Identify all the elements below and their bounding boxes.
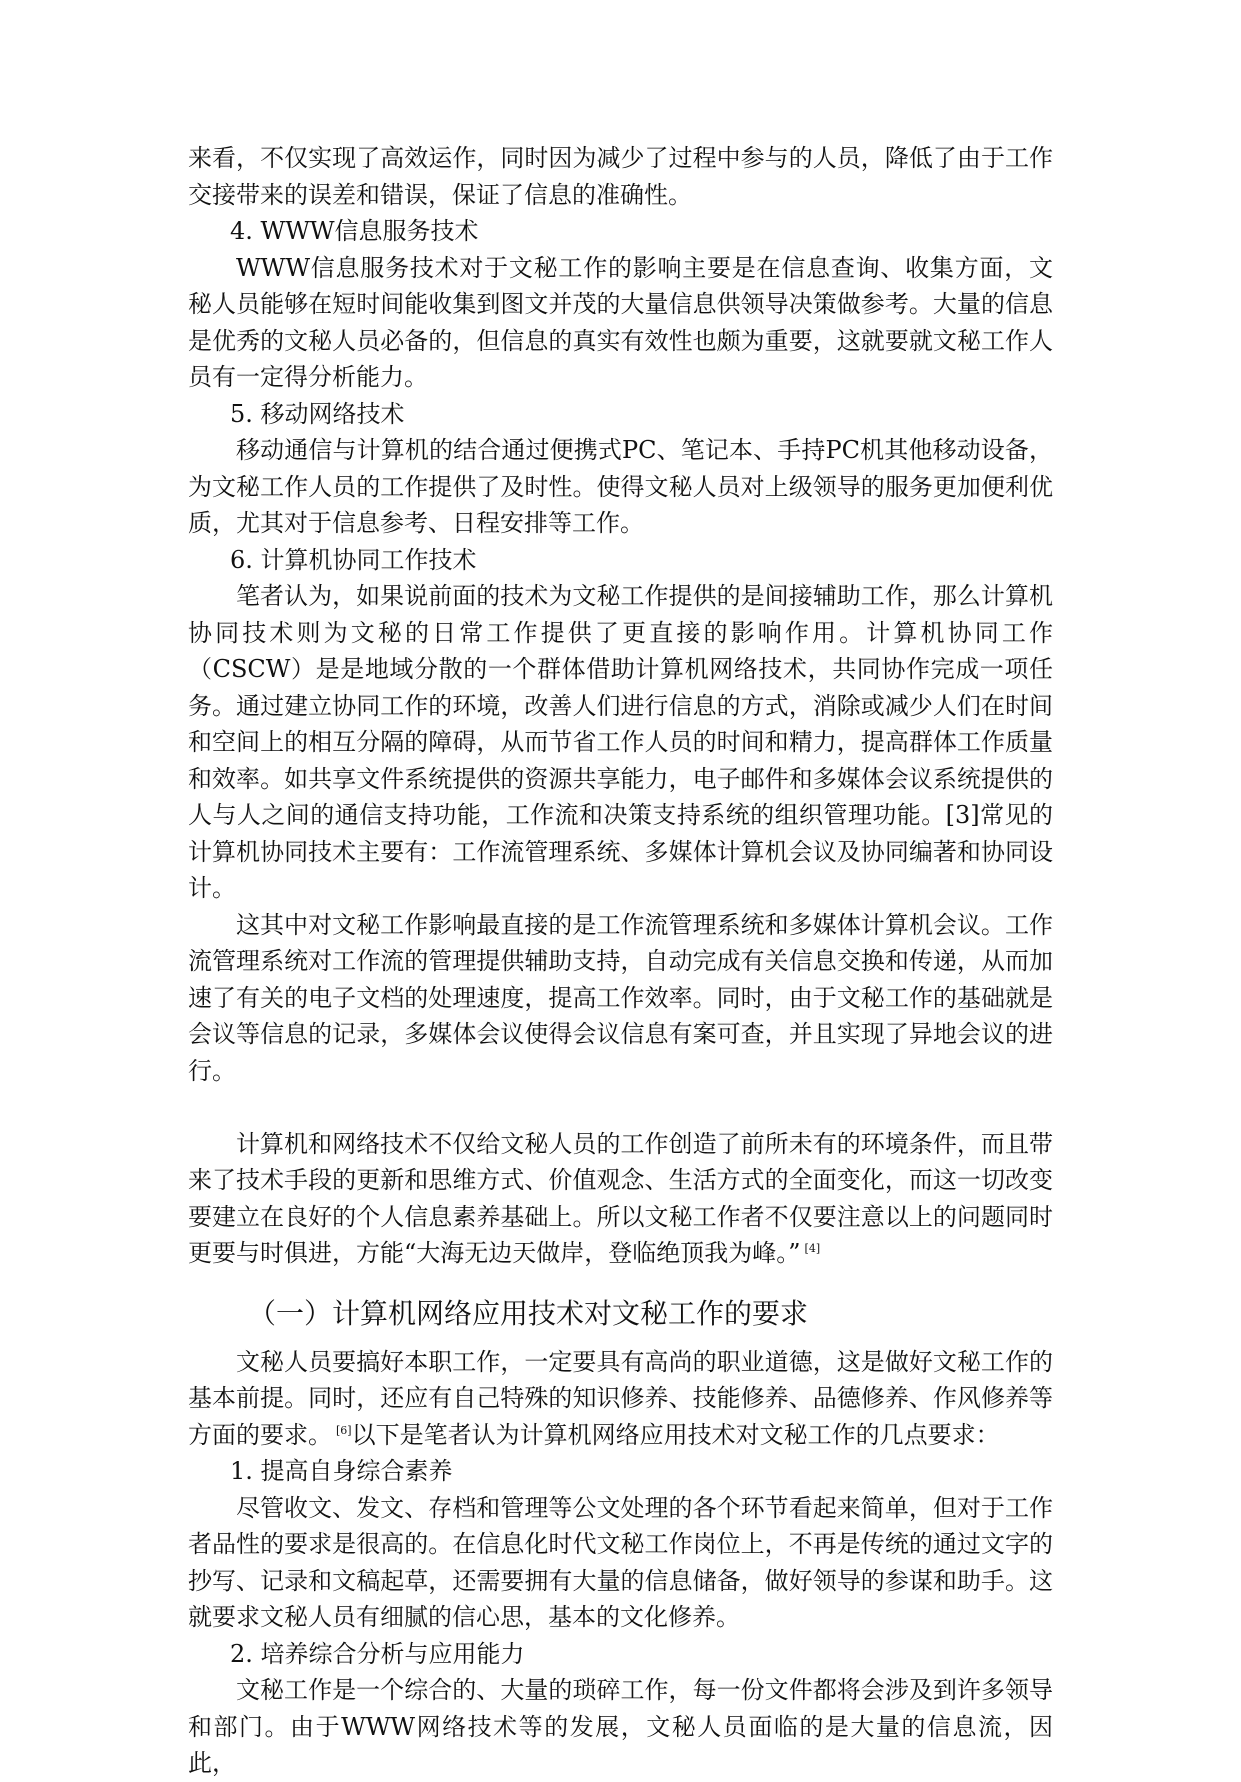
item-heading-4: 4. WWW信息服务技术 [230, 217, 479, 245]
citation-ref: [6] [336, 1423, 352, 1437]
item-heading-5: 5. 移动网络技术 [230, 399, 405, 428]
paragraph-analysis: 文秘工作是一个综合的、大量的琐碎工作，每一份文件都将会涉及到许多领导和部门。由于WWW网络技术等的发展，文秘人员面临的是大量的信息流，因此， [188, 1676, 1053, 1777]
paragraph-requirements [188, 1344, 1053, 1454]
paragraph-gap [188, 1089, 1053, 1126]
section-heading: （一）计算机网络应用技术对文秘工作的要求 [248, 1296, 809, 1330]
requirement-heading-1: 1. 提高自身综合素养 [230, 1457, 453, 1485]
citation-ref: [4] [804, 1242, 821, 1255]
document-body [188, 140, 1053, 1782]
paragraph-quality: 尽管收文、发文、存档和管理等公文处理的各个环节看起来简单，但对于工作者品性的要求是很高的。在信息化时代文秘工作岗位上，不再是传统的通过文字的抄写、记录和文稿起草，还需要拥有大量的信息储备，做好领导的参谋和助手。这就要求文秘人员有细腻的信心思，基本的文化修养。 [188, 1493, 1053, 1631]
paragraph-summary [188, 1126, 1053, 1272]
paragraph-mobile: 移动通信与计算机的结合通过便携式PC、笔记本、手持PC机其他移动设备，为文秘工作人员的工作提供了及时性。使得文秘人员对上级领导的服务更加便利优质，尤其对于信息参考、日程安排等工作。 [188, 436, 1053, 537]
requirement-heading-2: 2. 培养综合分析与应用能力 [230, 1639, 525, 1668]
paragraph-www: WWW信息服务技术对于文秘工作的影响主要是在信息查询、收集方面，文秘人员能够在短时间能收集到图文并茂的大量信息供领导决策做参考。大量的信息是优秀的文秘人员必备的，但信息的真实有效性也颇为重要，这就要就文秘工作人员有一定得分析能力。 [188, 253, 1053, 391]
paragraph-workflow: 这其中对文秘工作影响最直接的是工作流管理系统和多媒体计算机会议。工作流管理系统对工作流的管理提供辅助支持，自动完成有关信息交换和传递，从而加速了有关的电子文档的处理速度，提高工作效率。同时，由于文秘工作的基础就是会议等信息的记录，多媒体会议使得会议信息有案可查，并且实现了异地会议的进行。 [188, 910, 1053, 1085]
paragraph-requirements-tail: 以下是笔者认为计算机网络应用技术对文秘工作的几点要求： [351, 1420, 1000, 1449]
paragraph-requirements-text: 文秘人员要搞好本职工作，一定要具有高尚的职业道德，这是做好文秘工作的基本前提。同时，还应有自己特殊的知识修养、技能修养、品德修养、作风修养等方面的要求。 [188, 1347, 1053, 1449]
paragraph-cscw: 笔者认为，如果说前面的技术为文秘工作提供的是间接辅助工作，那么计算机协同技术则为文秘的日常工作提供了更直接的影响作用。计算机协同工作（CSCW）是是地域分散的一个群体借助计算机网络技术，共同协作完成一项任务。通过建立协同工作的环境，改善人们进行信息的方式，消除或减少人们在时间和空间上的相互分隔的障碍，从而节省工作人员的时间和精力，提高群体工作质量和效率。如共享文件系统提供的资源共享能力，电子邮件和多媒体会议系统提供的人与人之间的通信支持功能，工作流和决策支持系统的组织管理功能。[3]常见的计算机协同技术主要有：工作流管理系统、多媒体计算机会议及协同编著和协同设计。 [188, 582, 1053, 902]
paragraph-summary-text: 计算机和网络技术不仅给文秘人员的工作创造了前所未有的环境条件，而且带来了技术手段的更新和思维方式、价值观念、生活方式的全面变化，而这一切改变要建立在良好的个人信息素养基础上。所以文秘工作者不仅要注意以上的问题同时更要与时俱进，方能“大海无边天做岸，登临绝顶我为峰。” [188, 1129, 1053, 1267]
item-heading-6: 6. 计算机协同工作技术 [230, 545, 477, 574]
paragraph-continuation: 来看，不仅实现了高效运作，同时因为减少了过程中参与的人员，降低了由于工作交接带来的误差和错误，保证了信息的准确性。 [188, 144, 1053, 209]
